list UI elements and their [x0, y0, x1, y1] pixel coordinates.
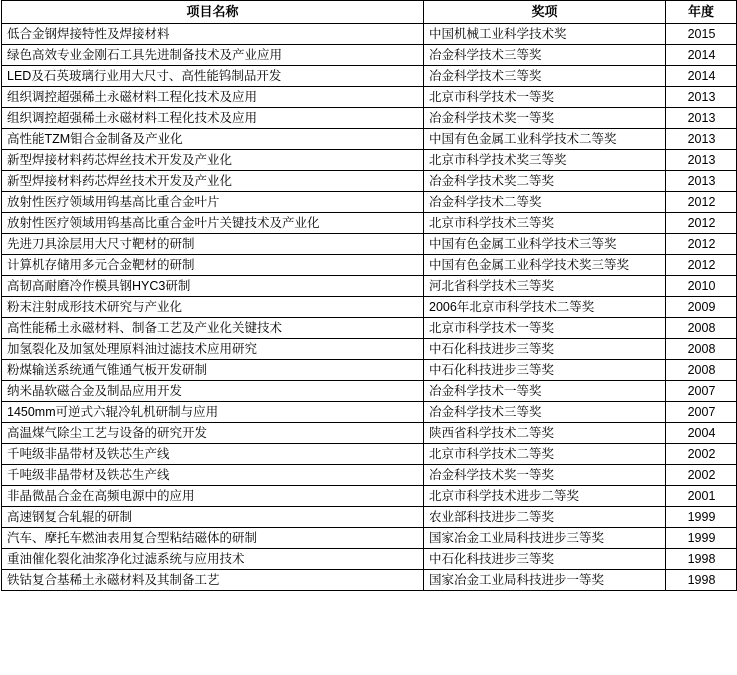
cell-year: 2012	[666, 234, 737, 255]
cell-year: 2008	[666, 360, 737, 381]
table-row	[2, 24, 737, 45]
table-row	[2, 213, 737, 234]
cell-year: 2014	[666, 66, 737, 87]
cell-project-name: 千吨级非晶带材及铁芯生产线	[2, 465, 424, 486]
table-row	[2, 444, 737, 465]
cell-award: 中石化科技进步三等奖	[424, 549, 666, 570]
table-row	[2, 45, 737, 66]
cell-project-name: 重油催化裂化油浆净化过滤系统与应用技术	[2, 549, 424, 570]
cell-award: 中石化科技进步三等奖	[424, 339, 666, 360]
cell-project-name: 组织调控超强稀土永磁材料工程化技术及应用	[2, 108, 424, 129]
cell-year: 2012	[666, 255, 737, 276]
cell-project-name: 粉末注射成形技术研究与产业化	[2, 297, 424, 318]
cell-award: 2006年北京市科学技术二等奖	[424, 297, 666, 318]
cell-award: 国家冶金工业局科技进步一等奖	[424, 570, 666, 591]
cell-award: 北京市科学技术一等奖	[424, 318, 666, 339]
cell-year: 1998	[666, 549, 737, 570]
table-body	[2, 24, 737, 591]
cell-award: 冶金科学技术三等奖	[424, 45, 666, 66]
cell-project-name: 1450mm可逆式六辊冷轧机研制与应用	[2, 402, 424, 423]
cell-award: 中国机械工业科学技术奖	[424, 24, 666, 45]
cell-award: 北京市科学技术一等奖	[424, 87, 666, 108]
cell-project-name: 非晶微晶合金在高频电源中的应用	[2, 486, 424, 507]
cell-project-name: 新型焊接材料药芯焊丝技术开发及产业化	[2, 150, 424, 171]
cell-year: 1999	[666, 528, 737, 549]
column-header-year: 年度	[666, 1, 737, 24]
cell-project-name: 高速钢复合轧辊的研制	[2, 507, 424, 528]
cell-project-name: 放射性医疗领域用钨基高比重合金叶片关键技术及产业化	[2, 213, 424, 234]
cell-award: 中国有色金属工业科学技术二等奖	[424, 129, 666, 150]
cell-project-name: 先进刀具涂层用大尺寸靶材的研制	[2, 234, 424, 255]
cell-year: 2001	[666, 486, 737, 507]
cell-year: 2013	[666, 150, 737, 171]
cell-project-name: 加氢裂化及加氢处理原料油过滤技术应用研究	[2, 339, 424, 360]
awards-table	[1, 0, 737, 591]
table-row	[2, 150, 737, 171]
table-row	[2, 87, 737, 108]
table-row	[2, 297, 737, 318]
cell-award: 中国有色金属工业科学技术奖三等奖	[424, 255, 666, 276]
cell-year: 2007	[666, 381, 737, 402]
cell-project-name: 绿色高效专业金刚石工具先进制备技术及产业应用	[2, 45, 424, 66]
table-row	[2, 276, 737, 297]
cell-year: 2002	[666, 465, 737, 486]
cell-project-name: 汽车、摩托车燃油表用复合型粘结磁体的研制	[2, 528, 424, 549]
cell-year: 2010	[666, 276, 737, 297]
table-row	[2, 234, 737, 255]
cell-year: 2009	[666, 297, 737, 318]
cell-award: 陕西省科学技术二等奖	[424, 423, 666, 444]
cell-project-name: 新型焊接材料药芯焊丝技术开发及产业化	[2, 171, 424, 192]
cell-award: 冶金科学技术奖二等奖	[424, 171, 666, 192]
cell-award: 冶金科学技术二等奖	[424, 192, 666, 213]
table-row	[2, 465, 737, 486]
cell-award: 北京市科学技术三等奖	[424, 213, 666, 234]
cell-project-name: 纳米晶软磁合金及制品应用开发	[2, 381, 424, 402]
table-row	[2, 171, 737, 192]
cell-year: 1998	[666, 570, 737, 591]
cell-project-name: 铁钴复合基稀土永磁材料及其制备工艺	[2, 570, 424, 591]
table-row	[2, 255, 737, 276]
cell-year: 2013	[666, 87, 737, 108]
cell-year: 2014	[666, 45, 737, 66]
cell-year: 1999	[666, 507, 737, 528]
cell-award: 中石化科技进步三等奖	[424, 360, 666, 381]
cell-year: 2013	[666, 108, 737, 129]
cell-award: 北京市科学技术奖三等奖	[424, 150, 666, 171]
cell-award: 中国有色金属工业科学技术三等奖	[424, 234, 666, 255]
cell-award: 冶金科学技术三等奖	[424, 66, 666, 87]
column-header-project-name: 项目名称	[2, 1, 424, 24]
cell-award: 国家冶金工业局科技进步三等奖	[424, 528, 666, 549]
cell-year: 2012	[666, 192, 737, 213]
cell-project-name: 组织调控超强稀土永磁材料工程化技术及应用	[2, 87, 424, 108]
table-header	[2, 1, 737, 24]
table-row	[2, 66, 737, 87]
cell-year: 2008	[666, 339, 737, 360]
cell-project-name: 低合金钢焊接特性及焊接材料	[2, 24, 424, 45]
table-header-row	[2, 1, 737, 24]
cell-year: 2013	[666, 171, 737, 192]
cell-project-name: LED及石英玻璃行业用大尺寸、高性能钨制品开发	[2, 66, 424, 87]
table-row	[2, 381, 737, 402]
cell-project-name: 高性能稀土永磁材料、制备工艺及产业化关键技术	[2, 318, 424, 339]
table-row	[2, 339, 737, 360]
table-row	[2, 108, 737, 129]
column-header-award: 奖项	[424, 1, 666, 24]
table-row	[2, 549, 737, 570]
cell-award: 河北省科学技术三等奖	[424, 276, 666, 297]
cell-project-name: 放射性医疗领域用钨基高比重合金叶片	[2, 192, 424, 213]
cell-year: 2015	[666, 24, 737, 45]
cell-award: 北京市科学技术进步二等奖	[424, 486, 666, 507]
cell-project-name: 高性能TZM钼合金制备及产业化	[2, 129, 424, 150]
table-row	[2, 318, 737, 339]
cell-year: 2012	[666, 213, 737, 234]
cell-project-name: 千吨级非晶带材及铁芯生产线	[2, 444, 424, 465]
cell-award: 农业部科技进步二等奖	[424, 507, 666, 528]
table-row	[2, 528, 737, 549]
table-row	[2, 129, 737, 150]
table-row	[2, 507, 737, 528]
cell-award: 冶金科学技术三等奖	[424, 402, 666, 423]
cell-year: 2004	[666, 423, 737, 444]
table-row	[2, 423, 737, 444]
cell-award: 北京市科学技术二等奖	[424, 444, 666, 465]
table-row	[2, 486, 737, 507]
cell-year: 2002	[666, 444, 737, 465]
cell-year: 2008	[666, 318, 737, 339]
cell-project-name: 高韧高耐磨冷作模具钢HYC3研制	[2, 276, 424, 297]
cell-award: 冶金科学技术奖一等奖	[424, 108, 666, 129]
cell-award: 冶金科学技术一等奖	[424, 381, 666, 402]
cell-year: 2013	[666, 129, 737, 150]
cell-project-name: 粉煤输送系统通气锥通气板开发研制	[2, 360, 424, 381]
cell-project-name: 高温煤气除尘工艺与设备的研究开发	[2, 423, 424, 444]
cell-year: 2007	[666, 402, 737, 423]
table-row	[2, 360, 737, 381]
table-row	[2, 192, 737, 213]
cell-award: 冶金科学技术奖一等奖	[424, 465, 666, 486]
table-row	[2, 402, 737, 423]
cell-project-name: 计算机存储用多元合金靶材的研制	[2, 255, 424, 276]
table-row	[2, 570, 737, 591]
